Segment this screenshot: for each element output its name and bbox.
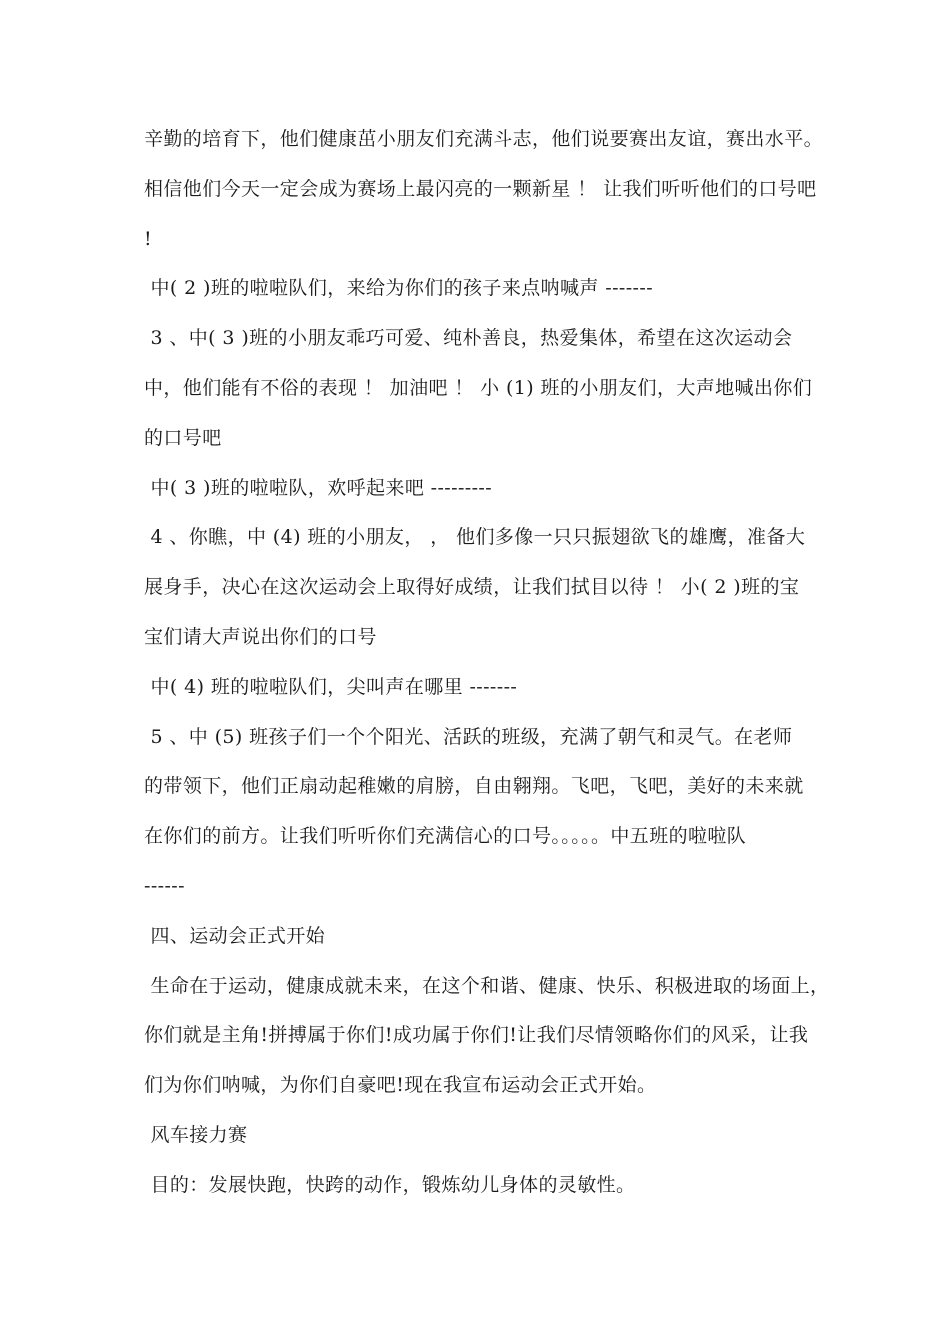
- text-line: 你们就是主角!拼搏属于你们!成功属于你们!让我们尽情领略你们的风采，让我: [144, 1024, 809, 1046]
- text-line: 3 、中( 3 )班的小朋友乖巧可爱、纯朴善良，热爱集体，希望在这次运动会: [144, 327, 793, 349]
- text-line: 展身手，决心在这次运动会上取得好成绩，让我们拭目以待 ！ 小( 2 )班的宝: [144, 576, 800, 598]
- text-line: !: [144, 228, 153, 250]
- text-line: 相信他们今天一定会成为赛场上最闪亮的一颗新星 ！ 让我们听听他们的口号吧: [144, 178, 817, 200]
- text-line: 生命在于运动，健康成就未来，在这个和谐、健康、快乐、积极进取的场面上，: [144, 975, 830, 997]
- text-line: 中( 3 )班的啦啦队，欢呼起来吧 ---------: [144, 477, 493, 499]
- text-line: 中，他们能有不俗的表现 ！ 加油吧 ！ 小 (1) 班的小朋友们，大声地喊出你们: [144, 377, 813, 399]
- text-line: 中( 2 )班的啦啦队们，来给为你们的孩子来点呐喊声 -------: [144, 277, 654, 299]
- text-line: 们为你们呐喊，为你们自豪吧!现在我宣布运动会正式开始。: [144, 1074, 657, 1096]
- section-heading: 四、运动会正式开始: [144, 925, 326, 947]
- text-line: 在你们的前方。让我们听听你们充满信心的口号。。。。。中五班的啦啦队: [144, 825, 747, 847]
- text-line: 4 、你瞧，中 (4) 班的小朋友， ， 他们多像一只只振翅欲飞的雄鹰，准备大: [144, 526, 806, 548]
- section-heading: 风车接力赛: [144, 1124, 248, 1146]
- text-line: 宝们请大声说出你们的口号: [144, 626, 377, 648]
- text-line: 辛勤的培育下，他们健康茁小朋友们充满斗志，他们说要赛出友谊，赛出水平。: [144, 128, 824, 150]
- text-line: 中( 4) 班的啦啦队们，尖叫声在哪里 -------: [144, 676, 518, 698]
- text-line: 5 、中 (5) 班孩子们一个个阳光、活跃的班级，充满了朝气和灵气。在老师: [144, 726, 793, 748]
- text-line: 目的：发展快跑，快跨的动作，锻炼幼儿身体的灵敏性。: [144, 1174, 636, 1196]
- text-line: ------: [144, 875, 185, 897]
- text-line: 的带领下，他们正扇动起稚嫩的肩膀，自由翱翔。飞吧，飞吧，美好的未来就: [144, 775, 804, 797]
- text-line: 的口号吧: [144, 427, 222, 449]
